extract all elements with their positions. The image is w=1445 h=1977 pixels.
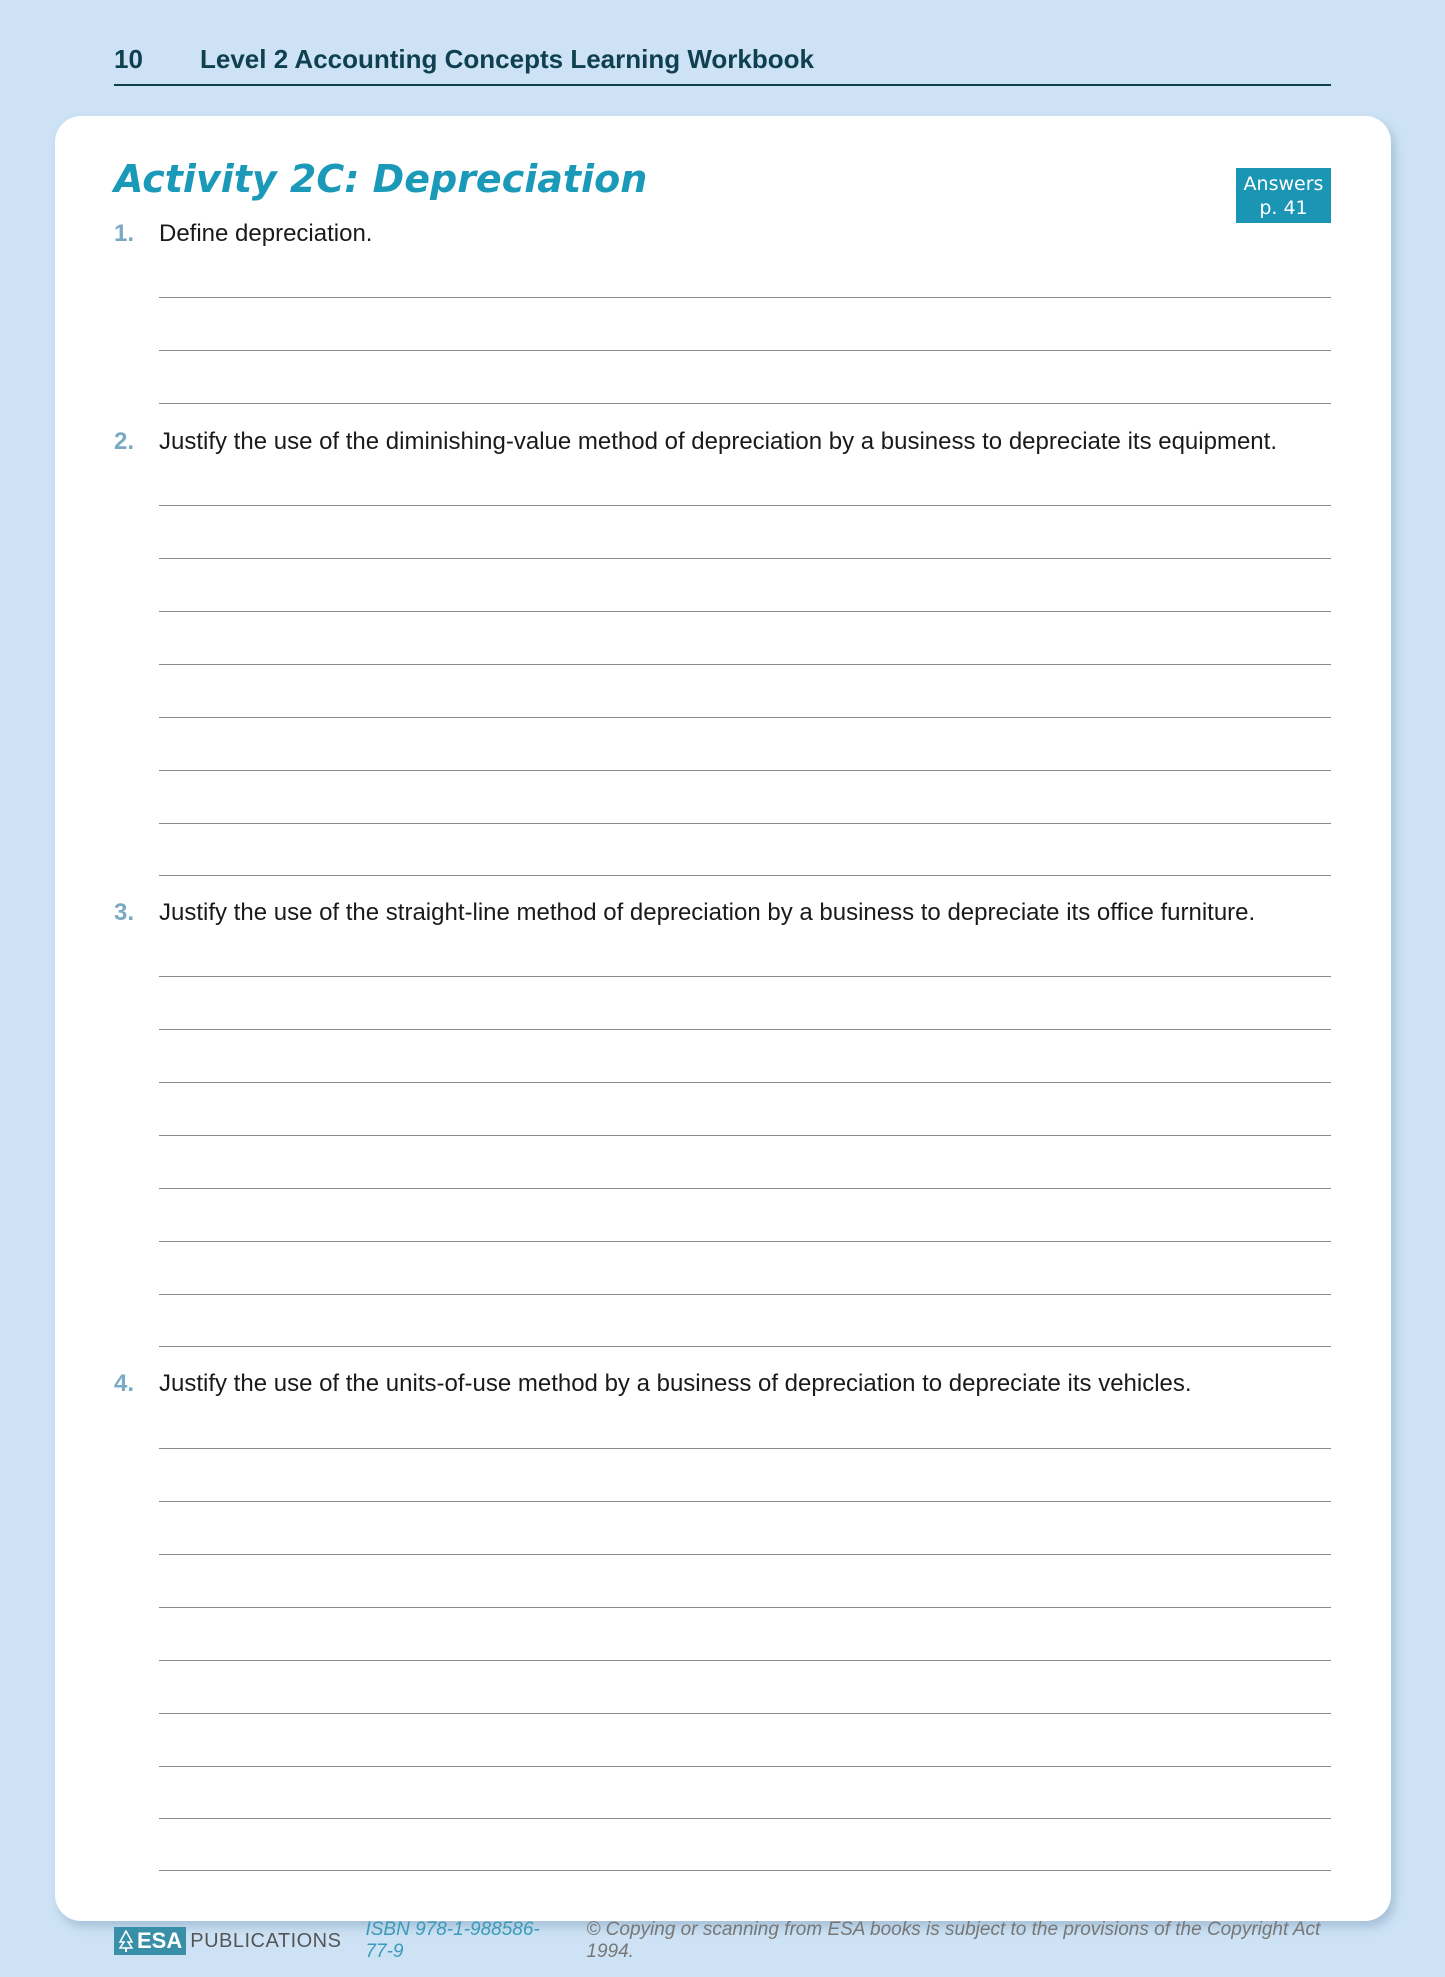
answer-line[interactable] bbox=[159, 1870, 1331, 1871]
answer-line[interactable] bbox=[159, 770, 1331, 771]
answer-line[interactable] bbox=[159, 505, 1331, 506]
answer-line[interactable] bbox=[159, 1082, 1331, 1083]
tree-icon bbox=[118, 1930, 134, 1952]
answer-line[interactable] bbox=[159, 976, 1331, 977]
answer-line[interactable] bbox=[159, 1766, 1331, 1767]
page-number: 10 bbox=[114, 43, 143, 74]
answer-line[interactable] bbox=[159, 664, 1331, 665]
answer-line[interactable] bbox=[159, 1135, 1331, 1136]
worksheet-card bbox=[55, 116, 1391, 1921]
answer-line[interactable] bbox=[159, 1241, 1331, 1242]
isbn: ISBN 978-1-988586-77-9 bbox=[365, 1919, 540, 1962]
book-title: Level 2 Accounting Concepts Learning Workbook bbox=[200, 43, 814, 74]
answer-line[interactable] bbox=[159, 350, 1331, 351]
answer-line[interactable] bbox=[159, 611, 1331, 612]
answer-line[interactable] bbox=[159, 1294, 1331, 1295]
answer-line[interactable] bbox=[159, 875, 1331, 876]
logo-text: ESA bbox=[137, 1928, 183, 1953]
answers-reference-badge[interactable] bbox=[1236, 168, 1331, 223]
answer-line[interactable] bbox=[159, 297, 1331, 298]
copyright-notice: © Copying or scanning from ESA books is subject to the provisions of the Copyright Act 1994. bbox=[586, 1919, 1321, 1962]
answer-line[interactable] bbox=[159, 403, 1331, 404]
answer-line[interactable] bbox=[159, 1607, 1331, 1608]
activity-title: Activity 2C: Depreciation bbox=[114, 157, 648, 201]
esa-logo bbox=[114, 1927, 186, 1955]
answer-line[interactable] bbox=[159, 1660, 1331, 1661]
question-text: Define depreciation. bbox=[159, 220, 373, 247]
question-number: 3. bbox=[114, 899, 135, 926]
question-text: Justify the use of the units-of-use method by a business of depreciation to depreciate its vehicles. bbox=[159, 1370, 1192, 1397]
answers-page: p. 41 bbox=[1259, 196, 1308, 219]
answers-label: Answers bbox=[1243, 172, 1324, 195]
answer-line[interactable] bbox=[159, 1501, 1331, 1502]
question-number: 1. bbox=[114, 220, 135, 247]
question-text: Justify the use of the diminishing-value method of depreciation by a business to depreciate its equipment. bbox=[159, 428, 1277, 455]
answer-line[interactable] bbox=[159, 558, 1331, 559]
answer-line[interactable] bbox=[159, 1448, 1331, 1449]
answer-line[interactable] bbox=[159, 717, 1331, 718]
page-footer bbox=[114, 1919, 1331, 1962]
answer-line[interactable] bbox=[159, 1554, 1331, 1555]
answer-line[interactable] bbox=[159, 823, 1331, 824]
answer-line[interactable] bbox=[159, 1346, 1331, 1347]
logo-suffix: PUBLICATIONS bbox=[190, 1929, 342, 1952]
question-number: 4. bbox=[114, 1370, 135, 1397]
page-header bbox=[114, 34, 1331, 86]
answer-line[interactable] bbox=[159, 1818, 1331, 1819]
answer-line[interactable] bbox=[159, 1713, 1331, 1714]
answer-line[interactable] bbox=[159, 1029, 1331, 1030]
answer-line[interactable] bbox=[159, 1188, 1331, 1189]
question-text: Justify the use of the straight-line method of depreciation by a business to depreciate its office furniture. bbox=[159, 899, 1256, 926]
question-number: 2. bbox=[114, 428, 135, 455]
